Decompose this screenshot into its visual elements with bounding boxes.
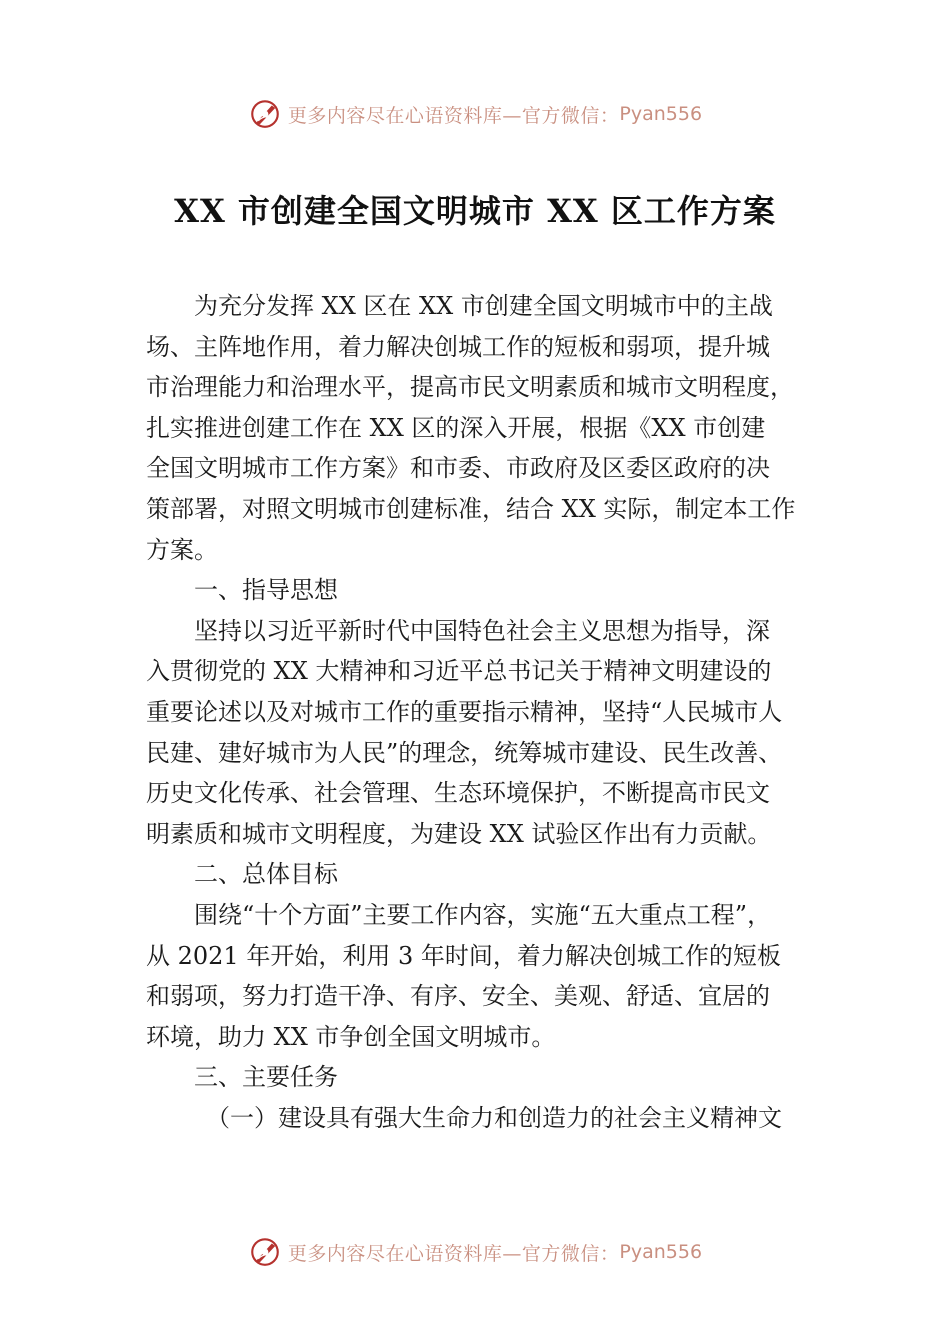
paragraph-line: 围绕“十个方面”主要工作内容，实施“五大重点工程”， [194, 900, 772, 929]
document-body [146, 286, 826, 1138]
watermark-text: 更多内容尽在心语资料库—官方微信： [287, 1242, 620, 1265]
paragraph-line: 全国文明城市工作方案》和市委、市政府及区委区政府的决 [146, 454, 770, 483]
paragraph-line: 坚持以习近平新时代中国特色社会主义思想为指导，深 [194, 616, 770, 645]
pen-quill-logo-icon [248, 1235, 282, 1269]
paragraph-line: 策部署，对照文明城市创建标准，结合 XX 实际，制定本工作 [146, 494, 796, 523]
paragraph-line: 方案。 [146, 535, 218, 564]
paragraph-line: 从 2021 年开始，利用 3 年时间，着力解决创城工作的短板 [146, 941, 781, 970]
paragraph-line: 历史文化传承、社会管理、生态环境保护，不断提高市民文 [146, 779, 770, 808]
paragraph-line: 扎实推进创建工作在 XX 区的深入开展，根据《XX 市创建 [146, 413, 766, 442]
paragraph-line: 明素质和城市文明程度，为建设 XX 试验区作出有力贡献。 [146, 819, 772, 848]
subsection-heading: （一）建设具有强大生命力和创造力的社会主义精神文 [206, 1103, 782, 1132]
paragraph-line: 场、主阵地作用，着力解决创城工作的短板和弱项，提升城 [146, 332, 770, 361]
paragraph-line: 为充分发挥 XX 区在 XX 市创建全国文明城市中的主战 [194, 292, 773, 320]
watermark-text: 更多内容尽在心语资料库—官方微信： [287, 104, 620, 127]
header-watermark [0, 94, 950, 134]
paragraph-line: 和弱项，努力打造干净、有序、安全、美观、舒适、宜居的 [146, 982, 770, 1011]
section-heading: 三、主要任务 [194, 1063, 338, 1092]
footer-watermark [0, 1232, 950, 1272]
paragraph-line: 重要论述以及对城市工作的重要指示精神，坚持“人民城市人 [146, 697, 783, 726]
paragraph-line: 市治理能力和治理水平，提高市民文明素质和城市文明程度， [146, 373, 794, 402]
watermark-account: Pyan556 [619, 103, 703, 125]
pen-quill-logo-icon [248, 97, 282, 131]
document-title: XX 市创建全国文明城市 XX 区工作方案 [174, 192, 776, 230]
paragraph-line: 入贯彻党的 XX 大精神和习近平总书记关于精神文明建设的 [146, 657, 772, 686]
paragraph-line: 环境，助力 XX 市争创全国文明城市。 [146, 1022, 556, 1051]
paragraph-line: 民建、建好城市为人民”的理念，统筹城市建设、民生改善、 [146, 738, 783, 767]
section-heading: 一、指导思想 [194, 576, 338, 605]
watermark-account: Pyan556 [619, 1241, 703, 1263]
section-heading: 二、总体目标 [194, 860, 338, 889]
